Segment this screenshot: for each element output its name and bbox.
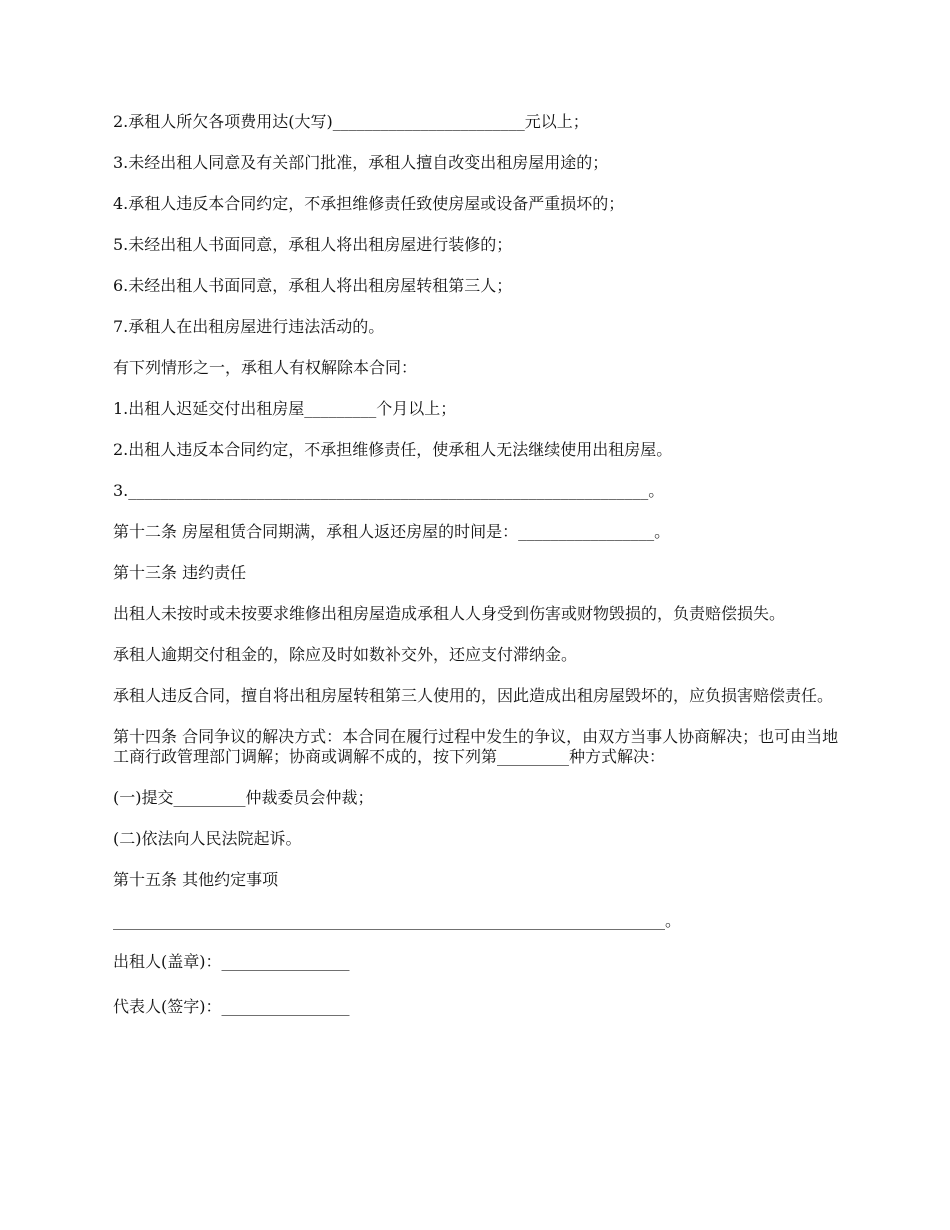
clause-sublet: 6.未经出租人书面同意，承租人将出租房屋转租第三人；: [113, 276, 513, 295]
article-12: 第十二条 房屋租赁合同期满，承租人返还房屋的时间是：_________________。: [113, 522, 671, 541]
clause-arrears: 2.承租人所欠各项费用达(大写)________________________元以上；: [113, 112, 589, 131]
liability-sublet: 承租人违反合同，擅自将出租房屋转租第三人使用的，因此造成出租房屋毁坏的，应负损害赔偿责任。: [113, 686, 834, 705]
article-15-heading: 第十五条 其他约定事项: [113, 870, 279, 889]
clause-delayed-delivery: 1.出租人迟延交付出租房屋_________个月以上；: [113, 399, 457, 418]
clause-change-use: 3.未经出租人同意及有关部门批准，承租人擅自改变出租房屋用途的；: [113, 153, 609, 172]
liability-landlord: 出租人未按时或未按要求维修出租房屋造成承租人人身受到伤害或财物毁损的，负责赔偿损失。: [113, 604, 786, 623]
contract-page: [113, 112, 840, 1042]
tenant-termination-heading: 有下列情形之一，承租人有权解除本合同：: [113, 358, 418, 377]
dispute-court: (二)依法向人民法院起诉。: [113, 829, 302, 848]
representative-signature-line: 代表人(签字)：________________: [113, 997, 350, 1016]
article-13-heading: 第十三条 违约责任: [113, 563, 247, 582]
article-14: 第十四条 合同争议的解决方式：本合同在履行过程中发生的争议，由双方当事人协商解决；也可由当地工商行政管理部门调解；协商或调解不成的，按下列第_________种方式解决：: [113, 727, 839, 766]
clause-damage: 4.承租人违反本合同约定，不承担维修责任致使房屋或设备严重损坏的；: [113, 194, 625, 213]
clause-renovation: 5.未经出租人书面同意，承租人将出租房屋进行装修的；: [113, 235, 513, 254]
dispute-arbitration: (一)提交_________仲裁委员会仲裁；: [113, 788, 374, 807]
lessor-seal-line: 出租人(盖章)：________________: [113, 952, 350, 971]
other-matters-blank: _____________________________________________________________________。: [113, 911, 681, 930]
liability-late-rent: 承租人逾期交付租金的，除应及时如数补交外，还应支付滞纳金。: [113, 645, 578, 664]
clause-other-blank: 3._________________________________________________________________。: [113, 481, 665, 500]
clause-no-maintenance: 2.出租人违反本合同约定，不承担维修责任，使承租人无法继续使用出租房屋。: [113, 440, 673, 459]
clause-illegal-activity: 7.承租人在出租房屋进行违法活动的。: [113, 317, 385, 336]
